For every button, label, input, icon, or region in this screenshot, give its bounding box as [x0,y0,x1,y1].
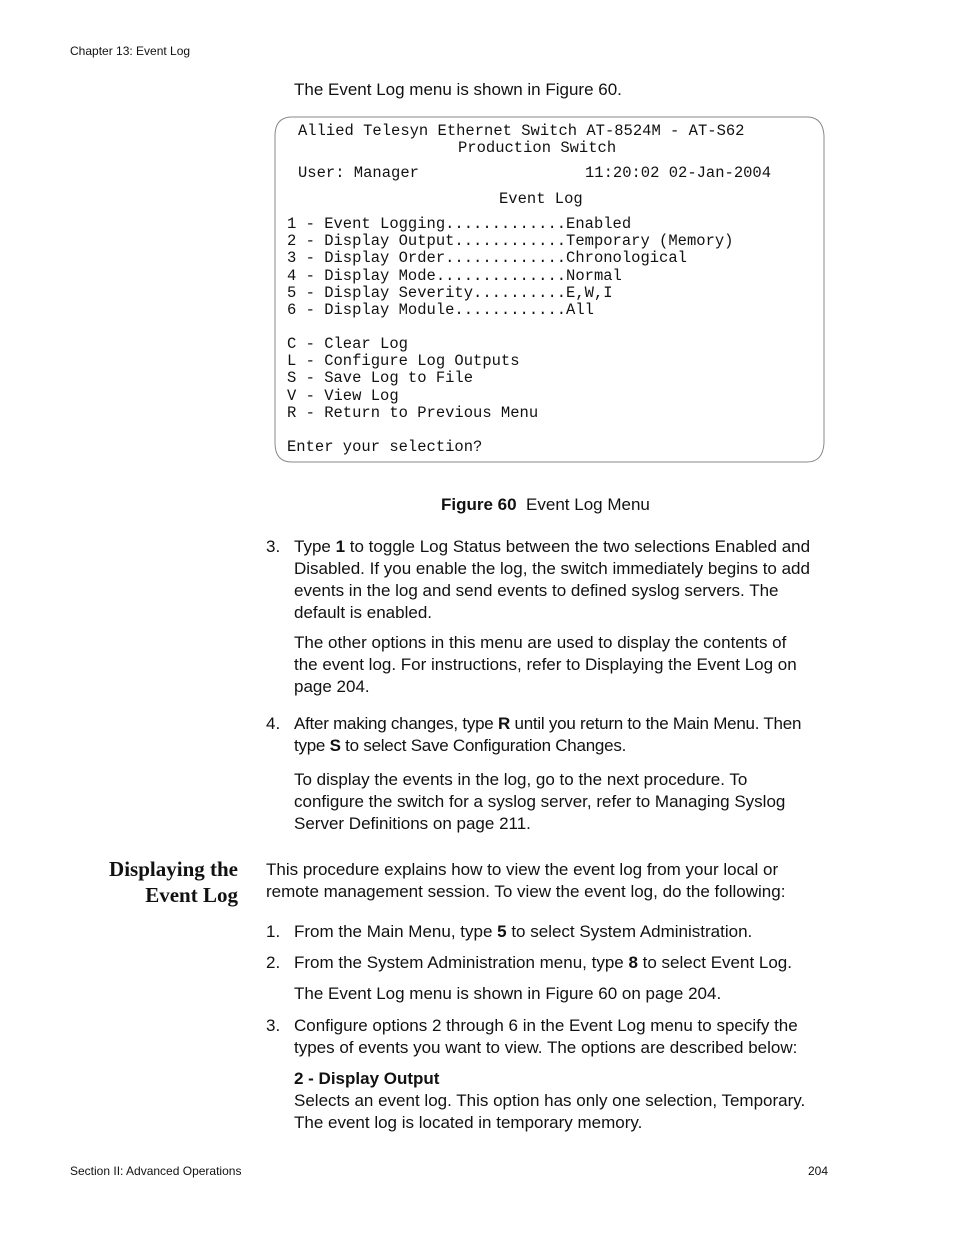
menu-item-display-order: 3 - Display Order.............Chronological [287,249,687,267]
figure-caption [441,495,650,515]
terminal-menu-title: Event Log [499,190,583,208]
step-number: 2. [266,953,281,972]
other-options-text: The other options in this menu are used to display the contents of the event log. For instructions, refer to Displaying the Event Log on page 204. [294,633,797,696]
running-head: Chapter 13: Event Log [70,44,191,58]
step-number: 4. [266,714,281,733]
menu-item-view-log: V - View Log [287,387,399,405]
page-number: 204 [807,1164,828,1178]
menu-item-event-logging: 1 - Event Logging.............Enabled [287,215,632,233]
terminal-timestamp: 11:20:02 02-Jan-2004 [585,164,772,182]
terminal-prompt: Enter your selection? [287,438,483,456]
next-procedure-text: To display the events in the log, go to the next procedure. To configure the switch for a syslog server, refer to Managing Syslog Server Definitions on page 211. [294,770,786,833]
intro-text: The Event Log menu is shown in Figure 60. [294,80,622,99]
key-s: S [329,736,341,755]
terminal-screen [274,116,825,463]
step-number: 3. [266,1016,281,1035]
menu-item-return: R - Return to Previous Menu [287,404,539,422]
key-8: 8 [628,953,638,972]
section-heading: Displaying the Event Log [109,857,238,907]
step-number: 3. [266,537,281,556]
menu-item-save-log: S - Save Log to File [287,369,474,387]
option-description [294,1068,814,1134]
menu-item-configure-log-outputs: L - Configure Log Outputs [287,352,520,370]
step-4-text: After making changes, type R until you return to the Main Menu. Then type S to select Save Configuration Changes. [294,714,802,755]
menu-item-display-severity: 5 - Display Severity..........E,W,I [287,284,613,302]
key-r: R [497,714,511,733]
footer-section: Section II: Advanced Operations [70,1164,242,1178]
step-3-text: Type 1 to toggle Log Status between the two selections Enabled and Disabled. If you enable the log, the switch immediately begins to add events in the log and send events to defined syslog servers. The default is enabled. [294,537,811,622]
key-5: 5 [497,922,507,941]
step-number: 1. [266,922,281,941]
section-step-2-note: The Event Log menu is shown in Figure 60 on page 204. [294,984,722,1003]
menu-item-clear-log: C - Clear Log [287,335,408,353]
option-title: 2 - Display Output [294,1069,440,1088]
option-desc: Selects an event log. This option has only one selection, Temporary. The event log is located in temporary memory. [294,1091,806,1132]
key-1: 1 [335,537,346,556]
terminal-title: Allied Telesyn Ethernet Switch AT-8524M - AT-S62 [298,122,745,140]
section-step-2-text: From the System Administration menu, type 8 to select Event Log. [294,953,792,972]
menu-item-display-output: 2 - Display Output............Temporary (Memory) [287,232,734,250]
figure-label: Figure 60 [441,495,517,514]
menu-item-display-mode: 4 - Display Mode..............Normal [287,267,622,285]
section-step-3-text: Configure options 2 through 6 in the Event Log menu to specify the types of events you want to view. The options are described below: [294,1016,798,1057]
section-step-1-text: From the Main Menu, type 5 to select System Administration. [294,922,753,941]
terminal-user: User: Manager [298,164,419,182]
figure-title: Event Log Menu [526,495,650,514]
terminal-subtitle: Production Switch [458,139,617,157]
section-intro: This procedure explains how to view the event log from your local or remote management session. To view the event log, do the following: [266,860,786,901]
menu-item-display-module: 6 - Display Module............All [287,301,594,319]
